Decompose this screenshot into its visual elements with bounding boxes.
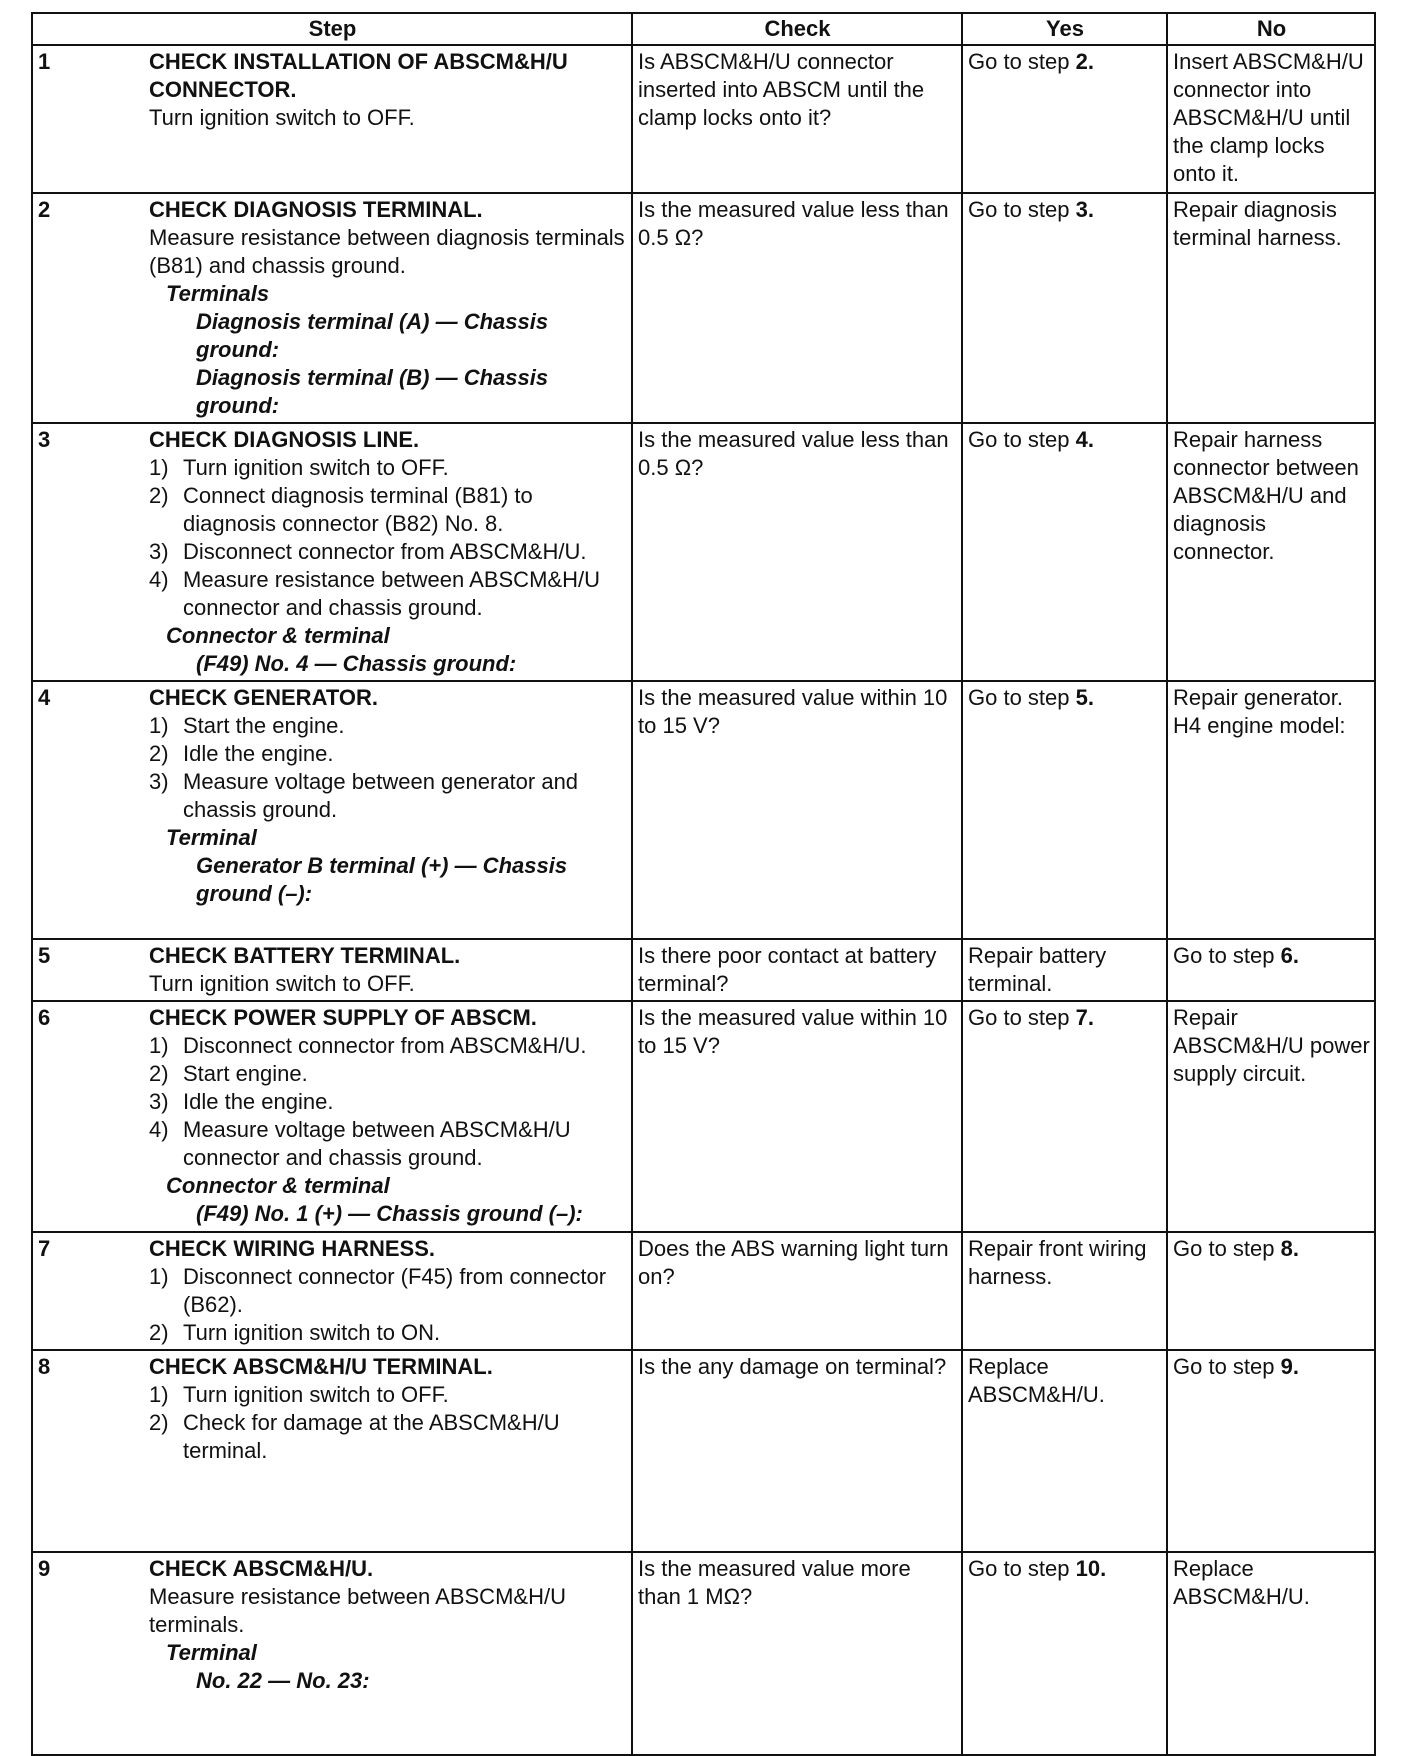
step-body [149,48,627,132]
step-text: Measure resistance between diagnosis terminals (B81) and chassis ground. [149,225,625,278]
step-body [149,196,627,420]
yes-cell [962,1232,1167,1350]
step-number: 8 [38,1354,51,1379]
yes-text: Go to step [968,197,1076,222]
step-body [149,1004,627,1228]
yes-cell [962,1001,1167,1232]
step-title: CHECK ABSCM&H/U TERMINAL. [149,1354,493,1379]
substep-number: 1) [149,1264,169,1289]
step-text: Turn ignition switch to OFF. [149,105,415,130]
substep-text: Start engine. [183,1061,308,1086]
no-step-ref: 8. [1280,1236,1299,1261]
check-cell: Is the measured value within 10 to 15 V? [632,681,962,939]
check-cell: Is the any damage on terminal? [632,1350,962,1552]
no-text: Insert ABSCM&H/U connector into ABSCM&H/U until the clamp locks onto it. [1173,49,1364,186]
spec-line: Generator B terminal (+) — Chassis ground (–): [196,853,568,906]
spec-heading: Terminals [166,281,270,306]
table-row [32,1232,1375,1350]
diagnostic-table [31,12,1376,1756]
step-number: 6 [38,1005,51,1030]
step-substep [149,1381,627,1409]
substep-text: Turn ignition switch to OFF. [183,1382,449,1407]
substep-text: Connect diagnosis terminal (B81) to diagnosis connector (B82) No. 8. [183,483,533,536]
step-title: CHECK INSTALLATION OF ABSCM&H/U CONNECTOR. [149,49,568,102]
substep-number: 2) [149,741,169,766]
table-row [32,1001,1375,1232]
check-cell: Does the ABS warning light turn on? [632,1232,962,1350]
check-cell: Is ABSCM&H/U connector inserted into ABSCM until the clamp locks onto it? [632,45,962,193]
header-no: No [1167,13,1375,45]
step-text: Measure resistance between ABSCM&H/U terminals. [149,1584,566,1637]
step-substep [149,454,627,482]
substep-number: 1) [149,1033,169,1058]
step-content [33,942,627,998]
no-cell [1167,939,1375,1001]
no-cell [1167,1350,1375,1552]
substep-number: 2) [149,1410,169,1435]
table-row [32,939,1375,1001]
step-substep [149,1409,627,1465]
check-cell: Is the measured value more than 1 MΩ? [632,1552,962,1755]
yes-cell [962,1552,1167,1755]
header-step: Step [32,13,632,45]
yes-step-ref: 4. [1075,427,1094,452]
step-content [33,196,627,420]
check-cell: Is there poor contact at battery terminal? [632,939,962,1001]
substep-text: Measure voltage between generator and chassis ground. [183,769,579,822]
substep-text: Measure resistance between ABSCM&H/U connector and chassis ground. [183,567,600,620]
no-step-ref: 6. [1280,943,1299,968]
table-row [32,45,1375,193]
substep-number: 1) [149,713,169,738]
yes-cell [962,193,1167,423]
step-substep [149,1116,627,1172]
no-step-ref: 9. [1280,1354,1299,1379]
yes-text: Go to step [968,1556,1076,1581]
step-substep [149,538,627,566]
substep-number: 1) [149,1382,169,1407]
substep-text: Disconnect connector from ABSCM&H/U. [183,1033,587,1058]
step-content [33,1004,627,1228]
step-content [33,1555,627,1695]
step-number: 7 [38,1236,51,1261]
yes-text: Repair battery terminal. [968,943,1107,996]
substep-number: 2) [149,1061,169,1086]
check-cell: Is the measured value within 10 to 15 V? [632,1001,962,1232]
no-cell [1167,45,1375,193]
header-yes: Yes [962,13,1167,45]
step-substep [149,1088,627,1116]
yes-step-ref: 3. [1075,197,1094,222]
step-content [33,426,627,678]
yes-cell [962,1350,1167,1552]
step-substep [149,740,627,768]
yes-step-ref: 2. [1075,49,1094,74]
substep-text: Measure voltage between ABSCM&H/U connector and chassis ground. [183,1117,571,1170]
step-title: CHECK POWER SUPPLY OF ABSCM. [149,1005,537,1030]
table-row [32,681,1375,939]
step-title: CHECK BATTERY TERMINAL. [149,943,461,968]
step-substep [149,482,627,538]
step-body [149,684,627,908]
substep-text: Idle the engine. [183,1089,334,1114]
header-row [32,13,1375,45]
step-cell [32,1552,632,1755]
yes-text: Go to step [968,427,1076,452]
yes-cell [962,939,1167,1001]
yes-text: Replace ABSCM&H/U. [968,1354,1105,1407]
substep-text: Start the engine. [183,713,345,738]
spec-line: No. 22 — No. 23: [196,1668,370,1693]
step-body [149,942,627,998]
substep-text: Check for damage at the ABSCM&H/U terminal. [183,1410,560,1463]
yes-text: Go to step [968,685,1076,710]
yes-text: Repair front wiring harness. [968,1236,1147,1289]
step-title: CHECK GENERATOR. [149,685,378,710]
step-substep [149,1032,627,1060]
substep-number: 4) [149,1117,169,1142]
substep-number: 3) [149,539,169,564]
no-cell [1167,1232,1375,1350]
yes-cell [962,423,1167,681]
step-cell [32,681,632,939]
step-body [149,426,627,678]
spec-line: (F49) No. 1 (+) — Chassis ground (–): [196,1201,583,1226]
step-body [149,1555,627,1695]
step-title: CHECK DIAGNOSIS LINE. [149,427,420,452]
step-body [149,1235,627,1347]
substep-text: Turn ignition switch to OFF. [183,455,449,480]
step-content [33,1235,627,1347]
substep-number: 2) [149,483,169,508]
step-title: CHECK DIAGNOSIS TERMINAL. [149,197,483,222]
table-row [32,193,1375,423]
spec-heading: Terminal [166,1640,257,1665]
no-cell [1167,1001,1375,1232]
no-text: Go to step [1173,943,1281,968]
step-substep [149,566,627,622]
substep-number: 3) [149,769,169,794]
substep-number: 3) [149,1089,169,1114]
substep-text: Turn ignition switch to ON. [183,1320,441,1345]
yes-text: Go to step [968,1005,1076,1030]
yes-step-ref: 7. [1075,1005,1094,1030]
step-cell [32,1350,632,1552]
no-text: Go to step [1173,1354,1281,1379]
header-check: Check [632,13,962,45]
spec-heading: Connector & terminal [166,1173,390,1198]
table-row [32,423,1375,681]
step-body [149,1353,627,1465]
step-substep [149,1263,627,1319]
step-number: 2 [38,197,51,222]
step-content [33,684,627,908]
no-cell [1167,193,1375,423]
step-number: 3 [38,427,51,452]
table-row [32,1552,1375,1755]
spec-line: Diagnosis terminal (A) — Chassis ground: [196,309,549,362]
substep-text: Disconnect connector (F45) from connector (B62). [183,1264,607,1317]
step-cell [32,939,632,1001]
no-text: Repair diagnosis terminal harness. [1173,197,1342,250]
spec-heading: Terminal [166,825,257,850]
no-text: Replace ABSCM&H/U. [1173,1556,1310,1609]
no-text: Repair ABSCM&H/U power supply circuit. [1173,1005,1370,1086]
spec-line: (F49) No. 4 — Chassis ground: [196,651,517,676]
table-row [32,1350,1375,1552]
step-substep [149,1319,627,1347]
step-title: CHECK WIRING HARNESS. [149,1236,436,1261]
yes-text: Go to step [968,49,1076,74]
spec-line: Diagnosis terminal (B) — Chassis ground: [196,365,549,418]
step-title: CHECK ABSCM&H/U. [149,1556,374,1581]
check-cell: Is the measured value less than 0.5 Ω? [632,193,962,423]
step-number: 1 [38,49,51,74]
check-cell: Is the measured value less than 0.5 Ω? [632,423,962,681]
step-cell [32,45,632,193]
yes-step-ref: 5. [1075,685,1094,710]
no-text: Repair harness connector between ABSCM&H/U and diagnosis connector. [1173,427,1359,564]
step-substep [149,712,627,740]
spec-heading: Connector & terminal [166,623,390,648]
step-text: Turn ignition switch to OFF. [149,971,415,996]
step-cell [32,423,632,681]
step-number: 5 [38,943,51,968]
step-number: 4 [38,685,51,710]
yes-cell [962,681,1167,939]
substep-number: 1) [149,455,169,480]
step-substep [149,768,627,824]
step-number: 9 [38,1556,51,1581]
no-text: Go to step [1173,1236,1281,1261]
substep-number: 2) [149,1320,169,1345]
no-cell [1167,1552,1375,1755]
substep-number: 4) [149,567,169,592]
no-cell [1167,423,1375,681]
table-body [32,45,1375,1755]
step-cell [32,1232,632,1350]
no-text: Repair generator. H4 engine model: [1173,685,1346,738]
substep-text: Disconnect connector from ABSCM&H/U. [183,539,587,564]
no-cell [1167,681,1375,939]
step-content [33,1353,627,1465]
substep-text: Idle the engine. [183,741,334,766]
step-content [33,48,627,132]
step-cell [32,1001,632,1232]
step-cell [32,193,632,423]
yes-cell [962,45,1167,193]
step-substep [149,1060,627,1088]
yes-step-ref: 10. [1075,1556,1107,1581]
